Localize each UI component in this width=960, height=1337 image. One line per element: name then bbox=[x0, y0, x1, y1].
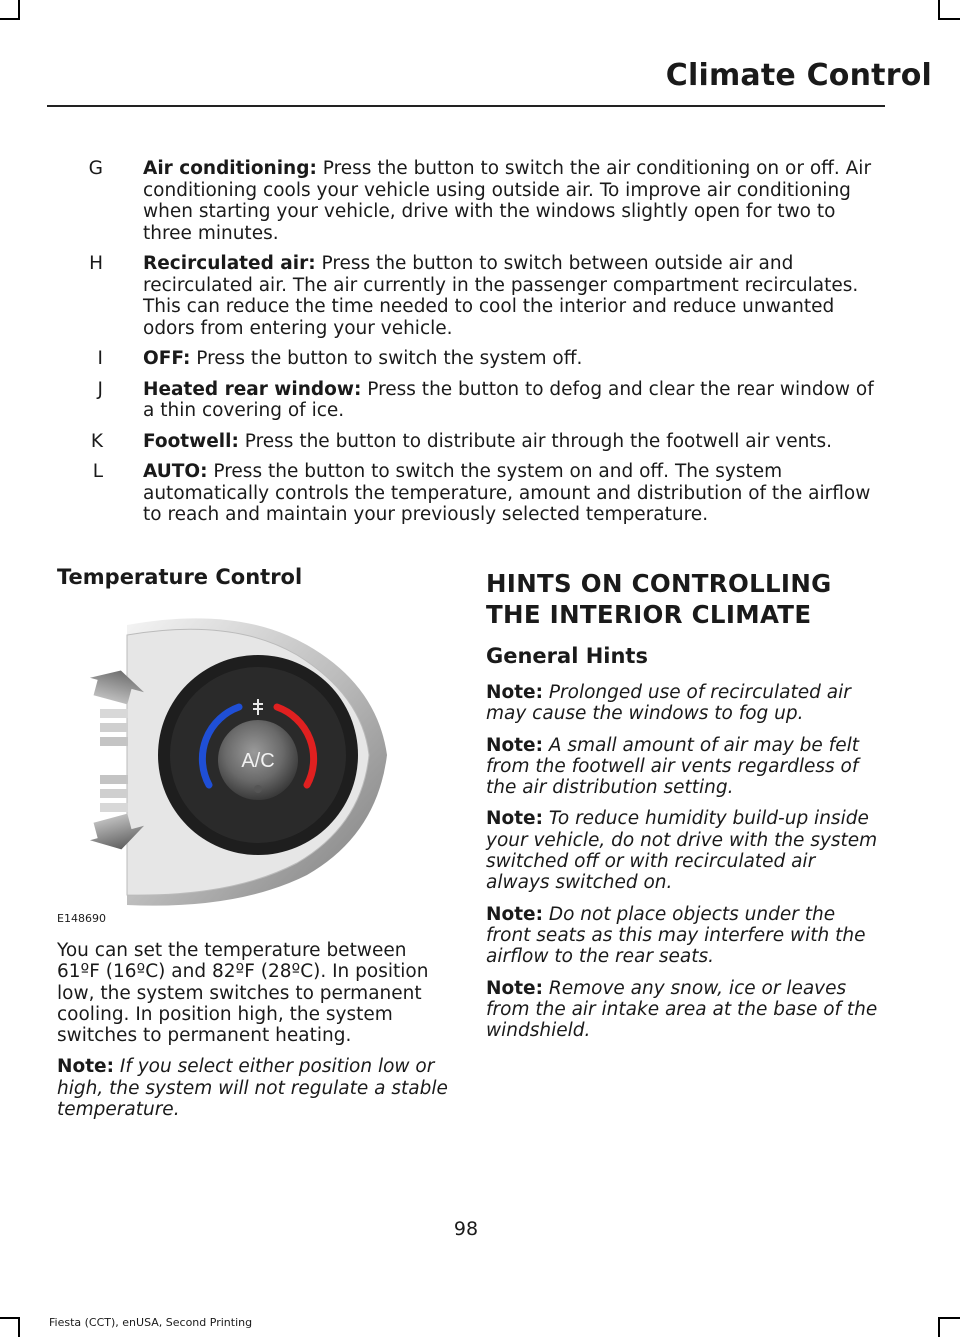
control-item bbox=[58, 461, 878, 526]
note-label: Note: bbox=[486, 808, 543, 830]
note bbox=[486, 978, 881, 1042]
page-title: Climate Control bbox=[665, 58, 932, 93]
control-item bbox=[58, 379, 878, 422]
item-letter: I bbox=[97, 348, 103, 369]
subheading-general-hints: General Hints bbox=[486, 644, 648, 668]
item-text: Press the button to distribute air through the footwell air vents. bbox=[238, 430, 833, 452]
item-description bbox=[143, 431, 878, 453]
crop-mark bbox=[940, 1317, 960, 1319]
temperature-paragraph: You can set the temperature between 61ºF (16ºC) and 82ºF (28ºC). In position low, the system switches to permanent cooling. In position high, the system switches to permanent heating. bbox=[57, 940, 429, 1047]
note-text: Remove any snow, ice or leaves from the air intake area at the base of the windshield. bbox=[486, 977, 878, 1042]
crop-mark bbox=[18, 1317, 20, 1337]
item-title: Footwell: bbox=[143, 430, 239, 452]
hints-section bbox=[486, 568, 881, 1051]
item-title: Recirculated air: bbox=[143, 253, 316, 274]
note-label: Note: bbox=[486, 977, 543, 999]
item-letter: J bbox=[97, 378, 103, 400]
page-number: 98 bbox=[453, 1218, 479, 1240]
note bbox=[57, 1056, 452, 1120]
item-description bbox=[143, 158, 878, 244]
control-item bbox=[58, 431, 878, 453]
note bbox=[486, 904, 881, 968]
item-text: Press the button to defog and clear the rear window of a thin covering of ice. bbox=[143, 378, 874, 421]
section-heading-temperature: Temperature Control bbox=[57, 565, 303, 589]
footer-text: Fiesta (CCT), enUSA, Second Printing bbox=[49, 1316, 253, 1329]
item-text: Press the button to switch the system off. bbox=[190, 348, 583, 369]
note-text: To reduce humidity build-up inside your vehicle, do not drive with the system switched off or with recirculated air always switched on. bbox=[486, 808, 878, 894]
note bbox=[486, 682, 881, 725]
item-title: OFF: bbox=[143, 348, 191, 369]
note bbox=[486, 735, 881, 799]
header-rule bbox=[47, 105, 885, 107]
crop-mark bbox=[18, 0, 20, 20]
temperature-knob-figure bbox=[57, 605, 449, 925]
crop-mark bbox=[938, 1317, 940, 1337]
control-item bbox=[58, 253, 878, 339]
crop-mark bbox=[0, 18, 20, 20]
crop-mark bbox=[938, 0, 940, 20]
item-description bbox=[143, 379, 878, 422]
note-text: If you select either position low or high, the system will not regulate a stable temperature. bbox=[57, 1056, 448, 1121]
item-text: Press the button to switch the air conditioning on or off. Air conditioning cools your vehicle using outside air. To improve air conditioning when starting your vehicle, drive with the windows slightly open for two to three minutes. bbox=[143, 158, 872, 244]
temperature-knob-illustration bbox=[57, 605, 449, 910]
note-label: Note: bbox=[486, 734, 543, 756]
note-text: Do not place objects under the front seats as this may interfere with the airflow to the rear seats. bbox=[486, 903, 866, 968]
item-description bbox=[143, 253, 878, 339]
note-label: Note: bbox=[486, 903, 543, 925]
item-text: Press the button to switch the system on and off. The system automatically controls the temperature, amount and distribution of the airflow to reach and maintain your previously selected temperature. bbox=[143, 461, 871, 525]
item-title: AUTO: bbox=[143, 461, 208, 482]
item-letter: H bbox=[89, 253, 103, 274]
ac-indicator-led bbox=[254, 785, 262, 793]
temperature-text bbox=[57, 940, 452, 1130]
section-heading-hints: HINTS ON CONTROLLING THE INTERIOR CLIMATE bbox=[486, 569, 832, 629]
note-label: Note: bbox=[57, 1056, 114, 1078]
item-title: Air conditioning: bbox=[143, 158, 317, 179]
crop-mark bbox=[0, 1317, 20, 1319]
note bbox=[486, 808, 881, 893]
ac-button-label: A/C bbox=[241, 750, 275, 772]
crop-mark bbox=[940, 18, 960, 20]
item-letter: G bbox=[88, 158, 103, 179]
note-label: Note: bbox=[486, 682, 543, 703]
figure-id: E148690 bbox=[57, 912, 106, 925]
item-letter: K bbox=[90, 430, 103, 452]
item-description bbox=[143, 348, 878, 370]
note-text: A small amount of air may be felt from the footwell air vents regardless of the air distribution setting. bbox=[486, 734, 859, 799]
item-text: Press the button to switch between outside air and recirculated air. The air currently in the passenger compartment recirculates. This can reduce the time needed to cool the interior and reduce unwanted odors from entering your vehicle. bbox=[143, 253, 859, 339]
item-letter: L bbox=[92, 461, 103, 482]
item-title: Heated rear window: bbox=[143, 378, 362, 400]
control-item bbox=[58, 348, 878, 370]
control-item-list bbox=[58, 158, 878, 535]
item-description bbox=[143, 461, 878, 526]
note-text: Prolonged use of recirculated air may cause the windows to fog up. bbox=[486, 682, 851, 725]
control-item bbox=[58, 158, 878, 244]
